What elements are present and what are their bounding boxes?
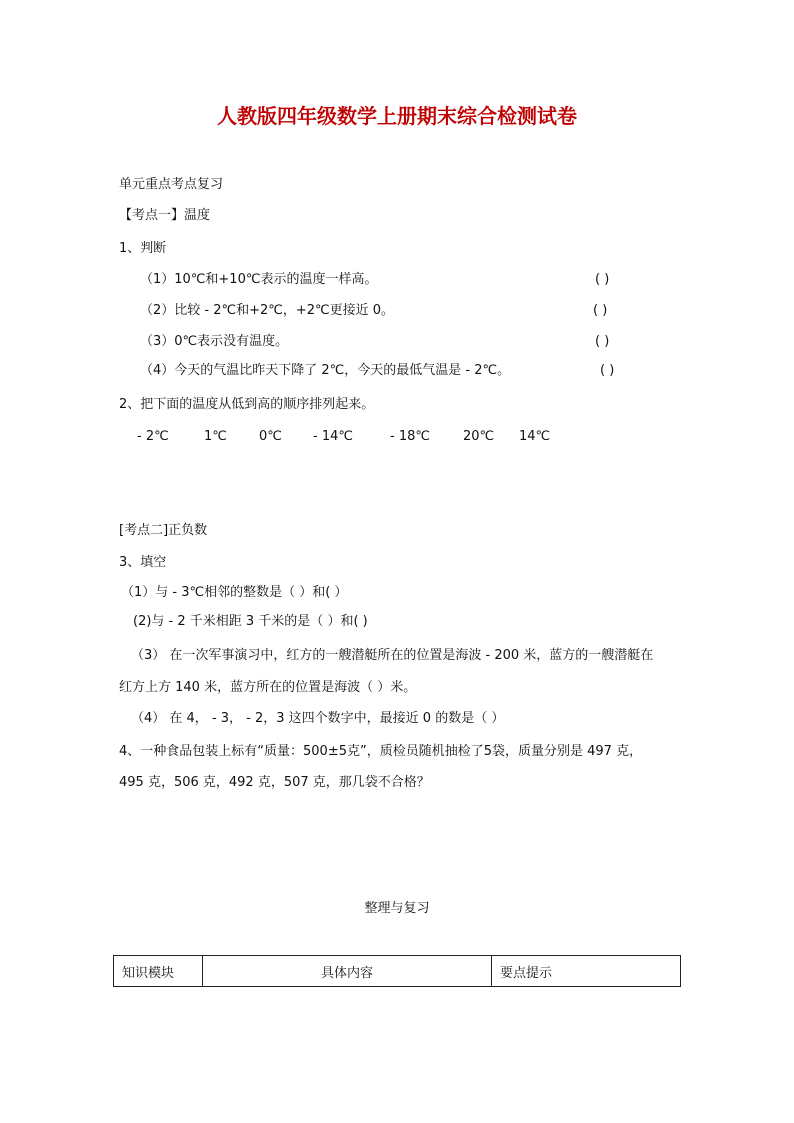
temp-value: 0℃ <box>259 429 282 444</box>
q1-item-2: （2）比较 - 2℃和+2℃，+2℃更接近 0。 <box>140 303 395 318</box>
table-header-cell: 要点提示 <box>492 956 681 987</box>
page-title: 人教版四年级数学上册期末综合检测试卷 <box>217 104 577 128</box>
table-header-cell: 知识模块 <box>114 956 203 987</box>
unit-review-heading: 单元重点考点复习 <box>119 177 224 192</box>
q1-item-2-answer-blank[interactable]: ( ) <box>593 303 608 318</box>
review-heading: 整理与复习 <box>364 901 430 916</box>
q3-item-4: （4） 在 4， - 3， - 2，3 这四个数字中，最接近 0 的数是（ ） <box>131 711 505 726</box>
q4-line2: 495 克，506 克，492 克，507 克，那几袋不合格？ <box>119 775 430 790</box>
temp-value: 20℃ <box>463 429 495 444</box>
table-header-cell: 具体内容 <box>203 956 492 987</box>
q1-item-1-answer-blank[interactable]: ( ) <box>595 272 610 287</box>
temp-value: - 2℃ <box>137 429 169 444</box>
q3-item-3-line2: 红方上方 140 米，蓝方所在的位置是海波（ ）米。 <box>119 680 417 695</box>
q1-item-1: （1）10℃和+10℃表示的温度一样高。 <box>140 272 378 287</box>
temp-value: 1℃ <box>204 429 227 444</box>
q1-item-4: （4）今天的气温比昨天下降了 2℃，今天的最低气温是 - 2℃。 <box>140 363 511 378</box>
q3-item-2: (2)与 - 2 千米相距 3 千米的是（ ）和( ) <box>133 614 368 629</box>
point2-heading: [考点二]正负数 <box>119 523 208 538</box>
point1-heading: 【考点一】温度 <box>119 208 211 223</box>
review-table <box>113 955 681 987</box>
temp-value: - 18℃ <box>390 429 430 444</box>
q1-item-3-answer-blank[interactable]: ( ) <box>595 334 610 349</box>
temp-value: 14℃ <box>519 429 551 444</box>
table-header-row <box>114 956 681 987</box>
q3-label: 3、填空 <box>119 555 167 570</box>
q1-item-4-answer-blank[interactable]: ( ) <box>600 363 615 378</box>
temp-value: - 14℃ <box>313 429 353 444</box>
q1-label: 1、判断 <box>119 241 167 256</box>
q3-item-1: （1）与 - 3℃相邻的整数是（ ）和( ） <box>121 585 348 600</box>
q3-item-3-line1: （3） 在一次军事演习中，红方的一艘潜艇所在的位置是海波 - 200 米，蓝方的一艘潜艇在 <box>131 648 654 663</box>
q2-label: 2、把下面的温度从低到高的顺序排列起来。 <box>119 397 375 412</box>
q1-item-3: （3）0℃表示没有温度。 <box>140 334 289 349</box>
q4-line1: 4、一种食品包装上标有“质量：500±5克”，质检员随机抽检了5袋，质量分别是 497 克， <box>119 744 643 759</box>
